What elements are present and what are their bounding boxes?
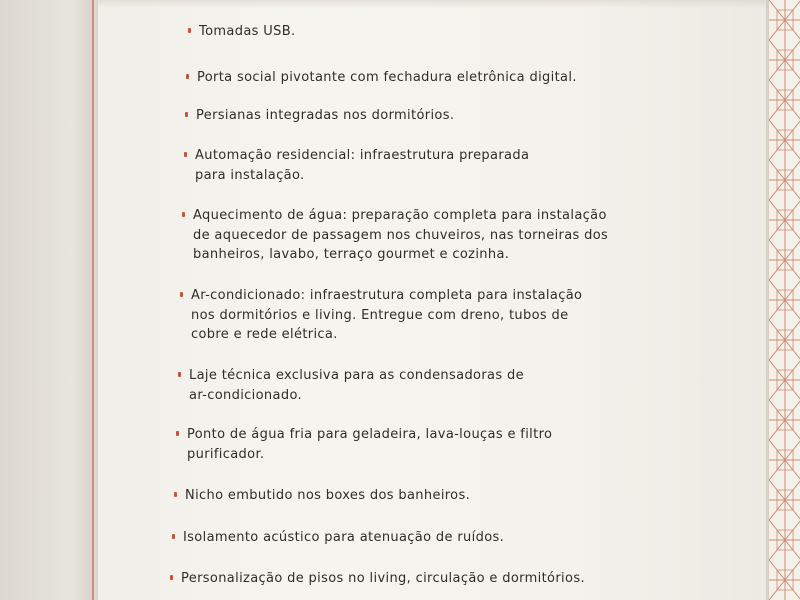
list-item <box>196 106 454 126</box>
list-item <box>185 486 470 506</box>
item-text-line: Isolamento acústico para atenuação de ruídos. <box>183 530 505 545</box>
list-item <box>195 146 529 185</box>
list-item <box>187 425 552 464</box>
square-bullet-icon <box>178 372 181 377</box>
square-bullet-icon <box>185 112 188 117</box>
item-text-line: Automação residencial: infraestrutura preparada <box>195 148 530 163</box>
list-item <box>189 366 524 405</box>
list-item <box>181 569 585 589</box>
list-item <box>193 206 608 265</box>
square-bullet-icon <box>174 492 177 497</box>
item-text-line: Laje técnica exclusiva para as condensadoras de <box>189 368 524 383</box>
item-text-line: purificador. <box>187 446 265 462</box>
item-text-line: de aquecedor de passagem nos chuveiros, nas torneiras dos <box>193 227 609 243</box>
item-text-line: nos dormitórios e living. Entregue com dreno, tubos de <box>191 307 569 323</box>
square-bullet-icon <box>172 534 175 539</box>
square-bullet-icon <box>186 74 189 79</box>
list-item <box>183 528 504 548</box>
item-text-line: Persianas integradas nos dormitórios. <box>196 108 455 123</box>
square-bullet-icon <box>176 431 179 436</box>
item-text-line: banheiros, lavabo, terraço gourmet e cozinha. <box>193 247 510 262</box>
item-text-line: Ponto de água fria para geladeira, lava-louças e filtro <box>187 427 553 442</box>
item-text-line: Porta social pivotante com fechadura eletrônica digital. <box>197 70 577 85</box>
square-bullet-icon <box>182 212 185 217</box>
list-item <box>199 22 295 42</box>
list-item <box>197 68 577 88</box>
item-text-line: cobre e rede elétrica. <box>191 327 338 342</box>
item-text-line: para instalação. <box>195 167 305 183</box>
list-item <box>191 286 582 345</box>
item-text-line: Personalização de pisos no living, circulação e dormitórios. <box>181 571 585 586</box>
item-text-line: Nicho embutido nos boxes dos banheiros. <box>185 488 471 503</box>
item-text-line: Ar-condicionado: infraestrutura completa para instalação <box>191 288 583 303</box>
square-bullet-icon <box>180 292 183 297</box>
item-text-line: Aquecimento de água: preparação completa para instalação <box>193 208 607 223</box>
square-bullet-icon <box>184 152 187 157</box>
square-bullet-icon <box>188 28 191 33</box>
item-text-line: Tomadas USB. <box>199 24 296 39</box>
item-text-line: ar-condicionado. <box>189 387 303 403</box>
square-bullet-icon <box>170 575 173 580</box>
